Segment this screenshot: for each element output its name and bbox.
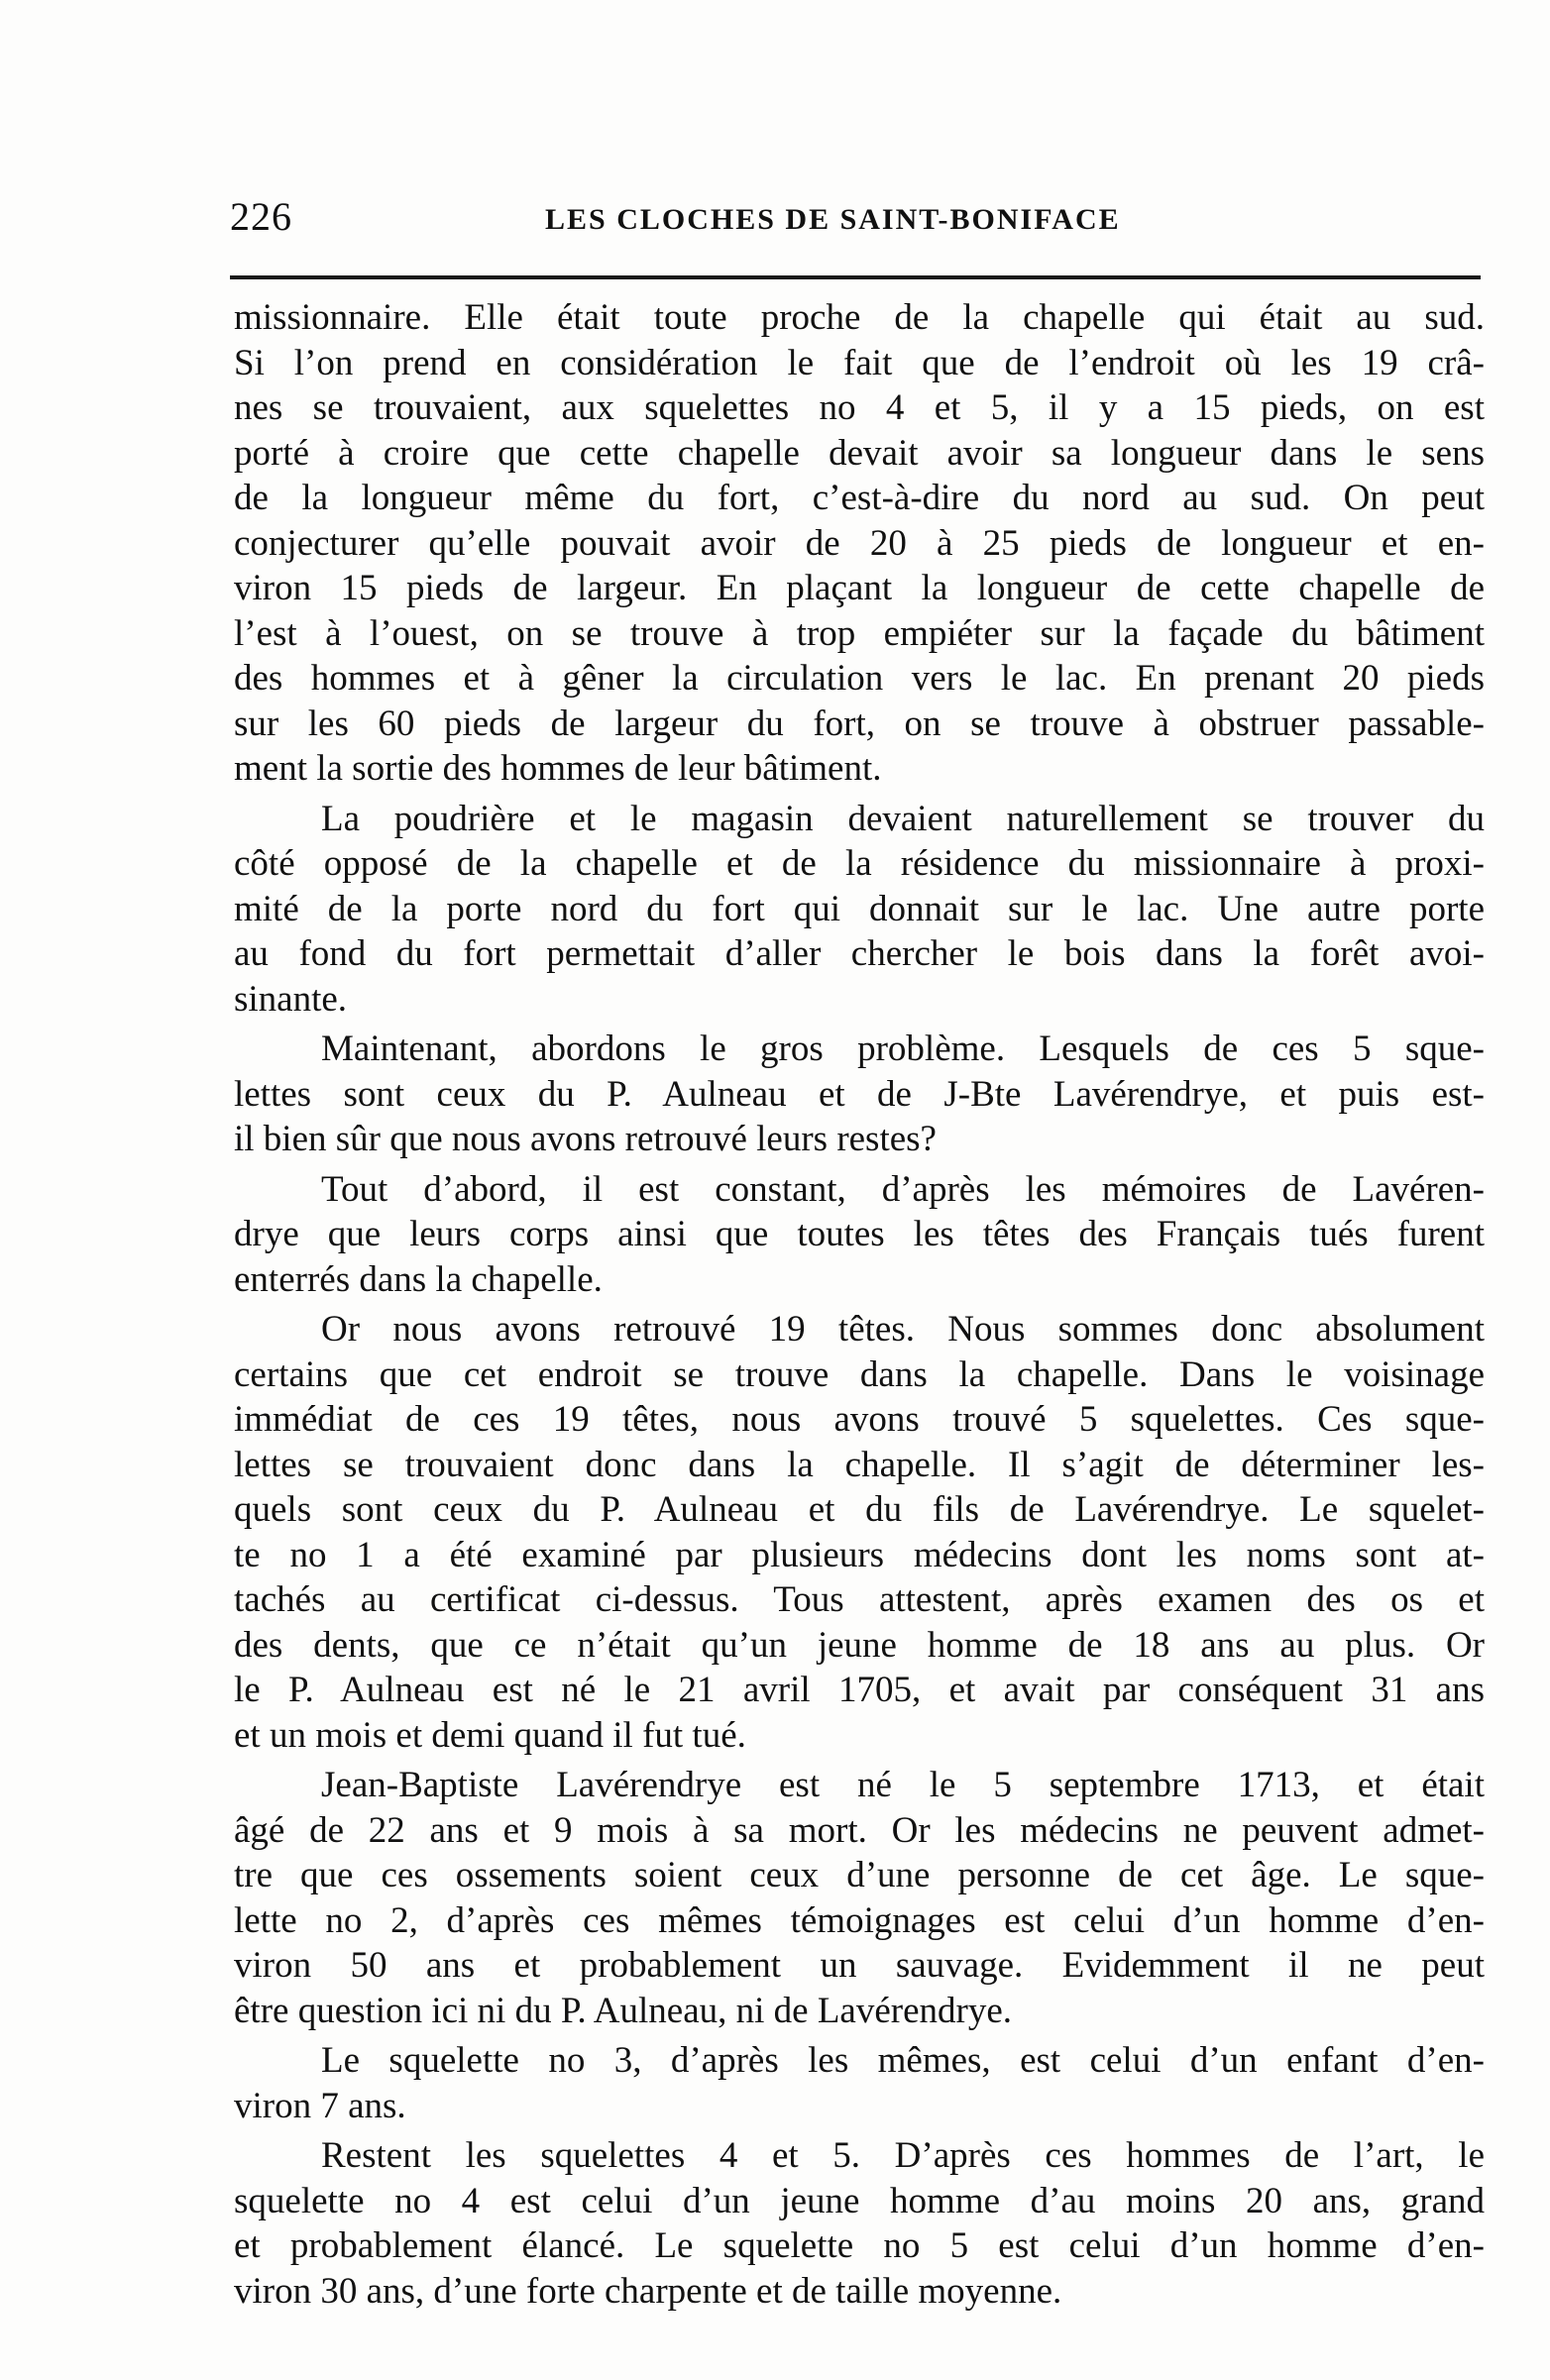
text-line: missionnaire. Elle était toute proche de la chapelle qui était au sud.: [234, 297, 1485, 338]
text-line: viron 7 ans.: [234, 2085, 406, 2126]
text-line: tre que ces ossements soient ceux d’une personne de cet âge. Le sque-: [234, 1855, 1485, 1895]
text-line: l’est à l’ouest, on se trouve à trop empiéter sur la façade du bâtiment: [234, 612, 1485, 654]
paragraph: [234, 1763, 1485, 2033]
text-line: immédiat de ces 19 têtes, nous avons trouvé 5 squelettes. Ces sque-: [234, 1399, 1485, 1440]
text-line: squelette no 4 est celui d’un jeune homme d’au moins 20 ans, grand: [234, 2180, 1485, 2221]
text-line: sinante.: [234, 978, 348, 1020]
paragraph: [234, 2038, 1485, 2128]
running-title: LES CLOCHES DE SAINT-BONIFACE: [545, 203, 1121, 236]
text-line: ment la sortie des hommes de leur bâtiment.: [234, 748, 882, 789]
text-line: drye que leurs corps ainsi que toutes les têtes des Français tués furent: [234, 1214, 1485, 1254]
text-line: côté opposé de la chapelle et de la résidence du missionnaire à proxi-: [234, 843, 1485, 884]
text-line: Maintenant, abordons le gros problème. Lesquels de ces 5 sque-: [321, 1028, 1485, 1069]
text-line: âgé de 22 ans et 9 mois à sa mort. Or les médecins ne peuvent admet-: [234, 1809, 1485, 1851]
text-line: Or nous avons retrouvé 19 têtes. Nous sommes donc absolument: [321, 1309, 1485, 1350]
text-line: des dents, que ce n’était qu’un jeune homme de 18 ans au plus. Or: [234, 1624, 1485, 1666]
text-line: La poudrière et le magasin devaient naturellement se trouver du: [321, 798, 1485, 839]
text-line: quels sont ceux du P. Aulneau et du fils de Lavérendrye. Le squelet-: [234, 1489, 1485, 1530]
text-line: te no 1 a été examiné par plusieurs médecins dont les noms sont at-: [234, 1534, 1485, 1575]
paragraph: [234, 295, 1485, 792]
text-line: être question ici ni du P. Aulneau, ni de Lavérendrye.: [234, 1990, 1013, 2031]
paragraph: [234, 1027, 1485, 1162]
text-line: tachés au certificat ci-dessus. Tous attestent, après examen des os et: [234, 1579, 1485, 1620]
paragraph: [234, 1167, 1485, 1303]
text-line: des hommes et à gêner la circulation vers le lac. En prenant 20 pieds: [234, 658, 1485, 699]
page-number: 226: [230, 194, 292, 239]
paragraph: [234, 2133, 1485, 2314]
text-line: Si l’on prend en considération le fait que de l’endroit où les 19 crâ-: [234, 342, 1485, 383]
text-line: lettes sont ceux du P. Aulneau et de J-Bte Lavérendrye, et puis est-: [234, 1073, 1485, 1115]
text-line: et un mois et demi quand il fut tué.: [234, 1714, 746, 1756]
text-line: lettes se trouvaient donc dans la chapelle. Il s’agit de déterminer les-: [234, 1444, 1485, 1485]
text-line: Tout d’abord, il est constant, d’après les mémoires de Lavéren-: [321, 1168, 1485, 1210]
text-line: il bien sûr que nous avons retrouvé leurs restes?: [234, 1119, 937, 1159]
paragraph: [234, 797, 1485, 1023]
body-text: [234, 295, 1485, 2319]
text-line: Jean-Baptiste Lavérendrye est né le 5 septembre 1713, et était: [321, 1765, 1485, 1805]
text-line: le P. Aulneau est né le 21 avril 1705, et avait par conséquent 31 ans: [234, 1670, 1485, 1710]
text-line: Le squelette no 3, d’après les mêmes, est celui d’un enfant d’en-: [321, 2040, 1485, 2081]
text-line: viron 15 pieds de largeur. En plaçant la longueur de cette chapelle de: [234, 568, 1485, 608]
text-line: nes se trouvaient, aux squelettes no 4 et 5, il y a 15 pieds, on est: [234, 387, 1485, 428]
header-rule: [230, 275, 1481, 279]
page-header: [230, 193, 1481, 253]
text-line: de la longueur même du fort, c’est-à-dire du nord au sud. On peut: [234, 478, 1485, 518]
text-line: au fond du fort permettait d’aller chercher le bois dans la forêt avoi-: [234, 933, 1485, 974]
text-line: et probablement élancé. Le squelette no 5 est celui d’un homme d’en-: [234, 2225, 1485, 2266]
text-line: viron 50 ans et probablement un sauvage. Evidemment il ne peut: [234, 1945, 1485, 1986]
text-line: lette no 2, d’après ces mêmes témoignages est celui d’un homme d’en-: [234, 1899, 1485, 1941]
text-line: porté à croire que cette chapelle devait avoir sa longueur dans le sens: [234, 432, 1485, 474]
text-line: Restent les squelettes 4 et 5. D’après ces hommes de l’art, le: [321, 2135, 1485, 2176]
text-line: enterrés dans la chapelle.: [234, 1258, 603, 1300]
text-line: mité de la porte nord du fort qui donnait sur le lac. Une autre porte: [234, 888, 1485, 929]
text-line: sur les 60 pieds de largeur du fort, on se trouve à obstruer passable-: [234, 703, 1485, 744]
text-line: certains que cet endroit se trouve dans la chapelle. Dans le voisinage: [234, 1353, 1485, 1395]
paragraph: [234, 1307, 1485, 1758]
text-line: viron 30 ans, d’une forte charpente et de taille moyenne.: [234, 2270, 1062, 2312]
text-line: conjecturer qu’elle pouvait avoir de 20 à 25 pieds de longueur et en-: [234, 522, 1485, 564]
